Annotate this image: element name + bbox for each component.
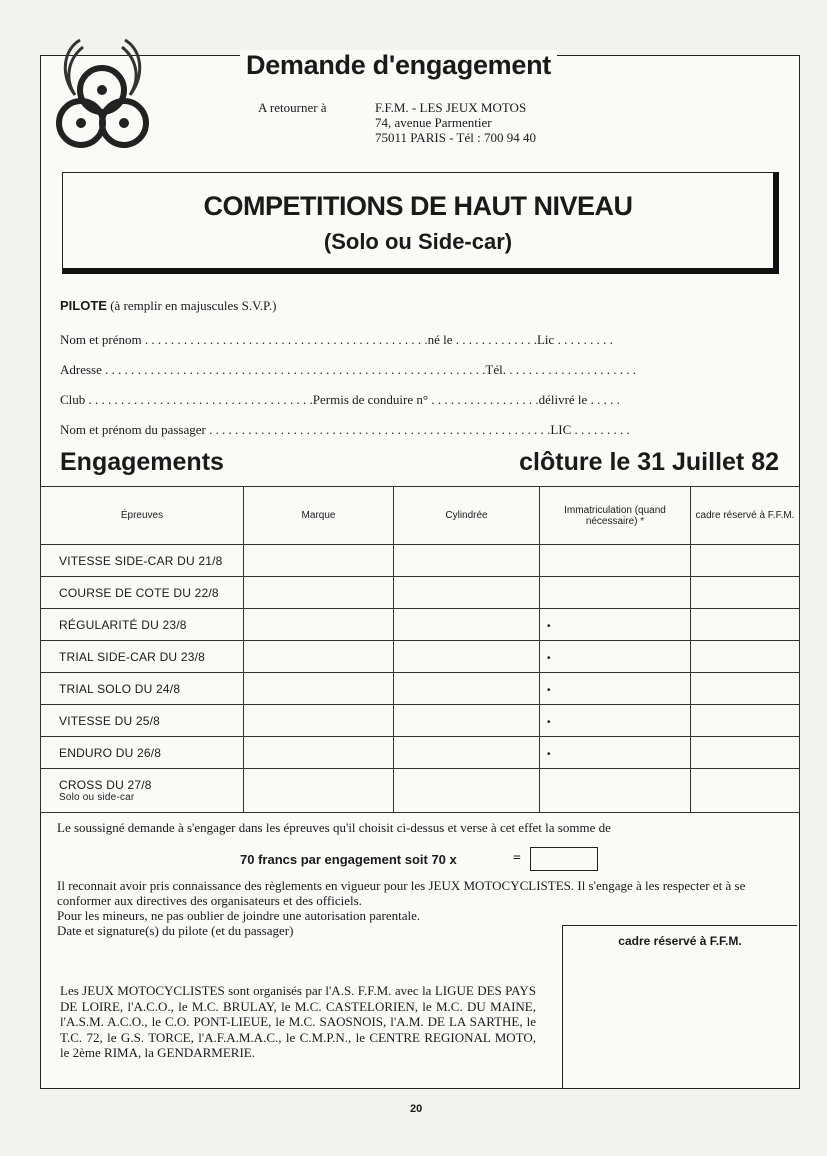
minors-note: Pour les mineurs, ne pas oublier de joindre une autorisation parentale. [57,908,421,923]
engagements-table [40,486,800,813]
closing-date: clôture le 31 Juillet 82 [519,448,779,476]
table-row [41,705,800,737]
immatriculation-cell[interactable] [540,673,691,705]
marque-cell[interactable] [244,545,394,577]
competition-banner [62,172,779,274]
col-immatriculation: Immatriculation (quand nécessaire) * [540,487,691,545]
marque-cell[interactable] [244,673,394,705]
cylindree-cell[interactable] [394,737,540,769]
banner-title: COMPETITIONS DE HAUT NIVEAU [203,191,633,221]
marque-cell[interactable] [244,705,394,737]
epreuve-cell[interactable] [41,577,244,609]
page-number: 20 [410,1103,423,1115]
required-marker: • [547,684,551,696]
cadre-ffm-cell [691,609,800,641]
table-row [41,609,800,641]
address-line: 75011 PARIS - Tél : 700 94 40 [375,130,536,145]
marque-cell[interactable] [244,769,394,813]
cadre-ffm-cell [691,577,800,609]
table-row [41,769,800,813]
total-amount-box[interactable] [530,847,598,871]
cylindree-cell[interactable] [394,769,540,813]
cylindree-cell[interactable] [394,673,540,705]
table-row [41,545,800,577]
cylindree-cell[interactable] [394,577,540,609]
immatriculation-cell[interactable] [540,705,691,737]
cadre-ffm-cell [691,705,800,737]
cadre-ffm-cell [691,737,800,769]
table-row [41,737,800,769]
epreuve-cell[interactable] [41,641,244,673]
epreuve-cell[interactable] [41,737,244,769]
immatriculation-cell[interactable] [540,577,691,609]
declaration-text: Le soussigné demande à s'engager dans les épreuves qu'il choisit ci-dessus et verse à cet effet la somme de [57,820,611,835]
epreuve-label: VITESSE SIDE-CAR DU 21/8 [59,553,223,568]
epreuve-cell[interactable] [41,545,244,577]
table-row [41,673,800,705]
fee-text: 70 francs par engagement soit 70 x [240,852,457,867]
epreuve-sub-label: Solo ou side-car [59,792,135,803]
address-line: 74, avenue Parmentier [375,115,492,130]
col-cylindree: Cylindrée [394,487,540,545]
epreuve-label: VITESSE DU 25/8 [59,713,161,728]
address-field-line[interactable]: Adresse . . . . . . . . . . . . . . . . . . . . . . . . . . . . . . . . . . . . . . . . . . . . . . . . . . . . . . . . . . .Tél. . . . . . . . . . . . . . . . . . . . . [60,362,636,377]
ffm-reserved-label: cadre réservé à F.F.M. [618,934,742,948]
return-label: A retourner à [258,100,327,115]
pilote-heading [60,298,276,314]
required-marker: • [547,748,551,760]
cylindree-cell[interactable] [394,641,540,673]
epreuve-cell[interactable] [41,673,244,705]
pilote-hint: (à remplir en majuscules S.V.P.) [110,298,277,313]
epreuve-label: TRIAL SIDE-CAR DU 23/8 [59,649,205,664]
cadre-ffm-cell [691,673,800,705]
col-marque: Marque [244,487,394,545]
marque-cell[interactable] [244,737,394,769]
required-marker: • [547,620,551,632]
marque-cell[interactable] [244,641,394,673]
immatriculation-cell[interactable] [540,641,691,673]
cylindree-cell[interactable] [394,545,540,577]
immatriculation-cell[interactable] [540,545,691,577]
required-marker: • [547,652,551,664]
table-row [41,577,800,609]
banner-subtitle: (Solo ou Side-car) [323,229,513,254]
epreuve-label: COURSE DE COTE DU 22/8 [59,585,219,600]
col-epreuves: Épreuves [41,487,244,545]
table-row [41,641,800,673]
cylindree-cell[interactable] [394,705,540,737]
pilote-label: PILOTE [60,298,107,313]
passenger-field-line[interactable]: Nom et prénom du passager . . . . . . . . . . . . . . . . . . . . . . . . . . . . . . . . . . . . . . . . . . . . . . . . . . . . .LIC . . . . . . . . . [60,422,630,437]
marque-cell[interactable] [244,609,394,641]
organisers-text: Les JEUX MOTOCYCLISTES sont organisés par l'A.S. F.F.M. avec la LIGUE DES PAYS DE LOIRE, l'A.C.O., le M.C. BRULAY, le M.C. CASTELORIEN, le M.C. DU MAINE, l'A.S.M. A.C.O., le C.O. PONT-LIEUE, le M.C. SAOSNOIS, l'A.M. DE LA SARTHE, le T.C. 72, le G.S. TORCE, l'A.F.A.M.A.C., le C.M.P.N., le CENTRE REGIONAL MOTO, le 2ème RIMA, la GENDARMERIE. [60,983,536,1060]
return-address [375,100,536,145]
required-marker: • [547,716,551,728]
equals-sign: = [513,851,521,866]
ffm-reserved-box [562,925,797,1088]
epreuve-label: CROSS DU 27/8 [59,778,152,792]
epreuve-label: TRIAL SOLO DU 24/8 [59,681,181,696]
epreuve-label: RÉGULARITÉ DU 23/8 [59,617,187,632]
epreuve-cell[interactable] [41,705,244,737]
rules-text: Il reconnait avoir pris connaissance des règlements en vigueur pour les JEUX MOTOCYCLISTES. Il s'engage à les respecter et à se conformer aux directives des organisateurs et des officiels. [57,878,746,908]
immatriculation-cell[interactable] [540,609,691,641]
epreuve-cell[interactable] [41,769,244,813]
cylindree-cell[interactable] [394,609,540,641]
cadre-ffm-cell [691,769,800,813]
signature-label[interactable]: Date et signature(s) du pilote (et du passager) [57,923,294,938]
ffm-wheels-logo [55,35,150,155]
name-field-line[interactable]: Nom et prénom . . . . . . . . . . . . . . . . . . . . . . . . . . . . . . . . . . . . . . . . . . . .né le . . . . . . . . . . . . .Lic . . . . . . . . . [60,332,613,347]
page-title: Demande d'engagement [240,50,557,81]
engagements-heading: Engagements [60,448,224,476]
epreuve-cell[interactable] [41,609,244,641]
immatriculation-cell[interactable] [540,769,691,813]
cadre-ffm-cell [691,545,800,577]
marque-cell[interactable] [244,577,394,609]
club-field-line[interactable]: Club . . . . . . . . . . . . . . . . . . . . . . . . . . . . . . . . . . .Permis de conduire n° . . . . . . . . . . . . . . . . .délivré le . . . . . [60,392,620,407]
col-cadre-ffm: cadre réservé à F.F.M. [691,487,800,545]
address-line: F.F.M. - LES JEUX MOTOS [375,100,527,115]
epreuve-label: ENDURO DU 26/8 [59,745,162,760]
cadre-ffm-cell [691,641,800,673]
immatriculation-cell[interactable] [540,737,691,769]
